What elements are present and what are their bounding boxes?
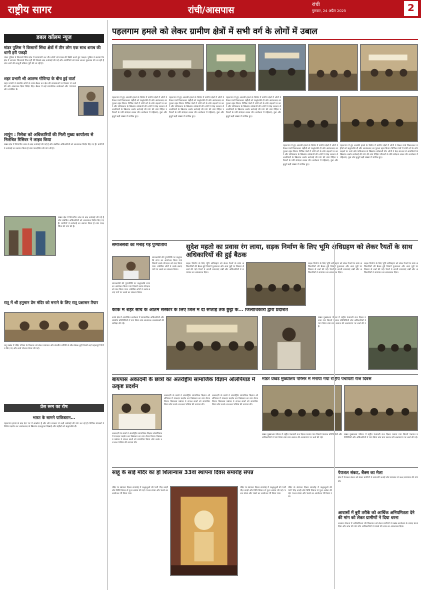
mid-story-4-body-2: अकादमी के छात्रों ने अंतर्राष्ट्रीय सामाजिक विज्ञान ओलंपियाड में शानदार प्रदर्शन कर विद्यालय का नाम रोशन किया। विद्यालय प्रबंधन ने सफल छात्रों को सम्मानित किया और उनके उज्ज्वल भविष्य की कामना की। (212, 394, 258, 407)
banner-photo-4 (308, 44, 358, 91)
headline: मांडर पुलिस ने किसानों सिंधा क्षेत्रों में तीन लोग एक साथ शराब की धानी हरी पकड़ी (4, 45, 101, 55)
left-photo-3 (4, 312, 104, 342)
right-story-1 (262, 377, 418, 383)
mid-story-2-body-3: सड़क निर्माण के लिए भूमि अधिग्रहण को लेकर रैयतों के साथ अधिकारियों की बैठक हुई जिसमें मुआवजा और अन्य मुद्दों पर विस्तार से चर्चा की गई। रैयतों ने अपनी समस्याएं रखीं और अधिकारियों ने समाधान का आश्वासन दिया। (364, 262, 418, 275)
banner-photo-2 (206, 44, 256, 91)
right-story-1-body-a: प्रखंड मुख्यालय परिसर में राष्ट्रीय पंचायती राज दिवस मनाया गया जिसमें पंचायत प्रतिनिधियों और अधिकारियों ने भाग लिया तथा ग्राम स्वराज की अवधारणा पर चर्चा की गई। (318, 316, 366, 329)
headline: आवासों में बुरी तरीके को आर्थिक अनियमितता देने की मांग को लेकर ग्रामीणों ने दिया धरना (338, 510, 415, 521)
mid-story-4 (112, 377, 258, 391)
left-story-3 (4, 132, 104, 207)
article-body: शहर प्रभारी ने स्थानीय लोगों के साथ बैठक कर क्षेत्र की समस्याओं पर विस्तार से चर्चा की और आवश्यक दिशा निर्देश दिए। बैठक में कई सामाजिक कार्यकर्ता और गणमान्य लोग उपस्थित थे। (4, 82, 76, 92)
banner-photo-7 (283, 96, 338, 142)
section-rule-2 (112, 374, 418, 375)
banner-body-col-4: पहलगाम में हुए आतंकी हमले के विरोध में ग्रामीण क्षेत्रों में लोगों ने कैंडल मार्च निकालकर शहीदों को श्रद्धांजलि दी और आतंकवाद का पुतला दहन किया। विभिन्न गांवों में सभी वर्ग के लोग सड़कों पर उतरे और पाकिस्तान के खिलाफ नारेबाजी की। लोगों ने केंद्र सरकार से आतंकियों के खिलाफ कठोर कार्रवाई की मांग की तथा पीड़ित परिवारों के प्रति संवेदना व्यक्त की। कार्यक्रम में महिलाएं, युवा और बुजुर्ग बड़ी संख्या में शामिल हुए। (283, 144, 338, 166)
banner-photo-3 (258, 44, 306, 91)
mid-photo-1 (112, 256, 150, 280)
headline: बायपास अकादमी के छात्रों का अंतर्राष्ट्रीय सामाजिक विज्ञान ओलंपियाड में उत्कृष्ट प्रदर्शन (112, 377, 256, 390)
mid-story-5-body-1: मंदिर के स्थापना दिवस समारोह में श्रद्धालुओं की भारी भीड़ उमड़ी और विधि विधान से पूजा अर्चना की गई। भजन संध्या और भंडारे का आयोजन भी किया गया। (112, 486, 168, 496)
mid-story-1 (112, 243, 182, 249)
masthead-date: गुरुवार, 24 अप्रैल 2025 (312, 9, 347, 13)
mid-story-1-body: समाजसेवी की पुण्यतिथि पर श्रद्धांजलि सभा का आयोजन किया गया जिसमें उनके योगदान को याद किया गया। उपस्थित लोगों ने उनके बताए मार्ग पर चलने का संकल्प लिया। (152, 256, 182, 272)
headline: मांडर प्रखंड मुख्यालय परिसर में मनाया गया राष्ट्रीय पंचायती राज दिवस (262, 377, 372, 382)
left-photo-2-text: प्रखंड क्षेत्र में विभागीय जांच के बाद कार्रवाई की गई है और संबंधित अधिकारियों को आवश्यक निर्देश दिए गए हैं। ग्रामीणों ने कार्रवाई का स्वागत किया है तथा पारदर्शिता की मांग की है। (58, 216, 104, 229)
right-photo-2 (368, 316, 418, 370)
right-story-1-body-b: प्रखंड मुख्यालय परिसर में राष्ट्रीय पंचायती राज दिवस मनाया गया जिसमें पंचायत प्रतिनिधियों और अधिकारियों ने भाग लिया तथा ग्राम स्वराज की अवधारणा पर चर्चा की गई। (262, 433, 342, 440)
kanke-headline: कांके में शहर सांचे के अंतिम संस्कार के लिए जिले में दो सप्ताह तक छुट्टी के... जिलाधिकारी द्वारा प्रदर्शित (112, 308, 288, 313)
left-story-5 (4, 415, 104, 592)
headline: सुदेश महतो का प्रवास रंग लाया, सड़क निर्माण के लिए भूमि अधिग्रहण को लेकर रैयतों के साथ अधिकारियों की हुई बैठक (186, 243, 413, 259)
masthead (0, 0, 421, 18)
column-divider (107, 20, 108, 590)
article-body: मांडर पुलिस ने किसानों सिंधा क्षेत्र में छापामारी कर तीन लोगों को शराब की बिक्री करते हुए पकड़ा। पुलिस ने बताया कि क्षेत्र में लगातार शिकायतें मिल रही थीं जिसके बाद कार्रवाई की गई और आरोपियों को थाना लाकर पूछताछ की जा रही है तथा आगे की कानूनी प्रक्रिया पूरी की जा रही है। (4, 56, 104, 66)
left-story-4-body: रातू प्रखंड में मंदिर परिसर के विकास को लेकर प्रशासन और स्थानीय समिति के बीच बैठक हुई जिसमें कई महत्वपूर्ण निर्णय लिए गए और कार्य योजना तैयार की गई। (4, 344, 104, 351)
mid-photo-2 (246, 262, 306, 306)
newspaper-logo: राष्ट्रीय सागर (8, 5, 52, 16)
kanke-body: कांके क्षेत्र में आयोजित कार्यक्रम में प्रशासनिक अधिकारियों और स्थानीय प्रतिनिधियों ने भाग लिया तथा आवश्यक व्यवस्थाओं की समीक्षा की गई। (112, 316, 164, 326)
section-title: रांची/आसपास (188, 6, 235, 16)
mid-story-1-body-2: समाजसेवी की पुण्यतिथि पर श्रद्धांजलि सभा का आयोजन किया गया जिसमें उनके योगदान को याद किया गया। उपस्थित लोगों ने उनके बताए मार्ग पर चलने का संकल्प लिया। (112, 282, 150, 295)
section-rule-3 (112, 467, 418, 468)
right-photo-3 (262, 385, 342, 431)
left-story-4 (4, 300, 104, 305)
banner-headline: पहलगाम हमले को लेकर ग्रामीण क्षेत्रों में सभी वर्ग के लोगों में उबाल (112, 26, 318, 36)
headline: साहू के साई मंदिर का हो शिलान्यास 33वां स्थापना दिवस समारोह संपन्न (112, 470, 254, 476)
headline: लापुंग : रिसेवा को अधिकारियों की मिली मुख्य कार्यालय से निलंबित रिसिवर ने लाइव किया (4, 132, 94, 143)
article-body: पहलगाम हमले के बाद देश भर में आक्रोश है और लोग सरकार से कड़ी कार्रवाई की मांग कर रहे हैं। विभिन्न संगठनों ने विरोध प्रदर्शन कर आतंकवाद के खिलाफ एकजुटता दिखाई और शहीदों को श्रद्धांजलि दी। (4, 422, 104, 429)
press-room-bar: प्रेस रूम का रोष (4, 404, 104, 412)
banner-rule (112, 39, 418, 40)
left-photo-2 (4, 216, 56, 256)
mid-story-4-body-1: अकादमी के छात्रों ने अंतर्राष्ट्रीय सामाजिक विज्ञान ओलंपियाड में शानदार प्रदर्शन कर विद्यालय का नाम रोशन किया। विद्यालय प्रबंधन ने सफल छात्रों को सम्मानित किया और उनके उज्ज्वल भविष्य की कामना की। (164, 394, 210, 407)
headline: समाजसेवी का मनाई गई पुण्यतिथि (112, 243, 167, 248)
article-body: प्रखंड क्षेत्र में विभागीय जांच के बाद कार्रवाई की गई है और संबंधित अधिकारियों को आवश्यक निर्देश दिए गए हैं। ग्रामीणों ने कार्रवाई का स्वागत किया है तथा पारदर्शिता की मांग की है। (4, 143, 104, 150)
banner-photo-5 (360, 44, 418, 91)
mid-story-2-body-2: सड़क निर्माण के लिए भूमि अधिग्रहण को लेकर रैयतों के साथ अधिकारियों की बैठक हुई जिसमें मुआवजा और अन्य मुद्दों पर विस्तार से चर्चा की गई। रैयतों ने अपनी समस्याएं रखीं और अधिकारियों ने समाधान का आश्वासन दिया। (308, 262, 362, 275)
left-photo-1 (78, 86, 104, 116)
banner-photo-1 (112, 44, 204, 91)
mid-story-5 (112, 470, 332, 477)
headline: भारत के सामने पाकिस्तान... (32, 415, 76, 420)
banner-body-col-3: पहलगाम में हुए आतंकी हमले के विरोध में ग्रामीण क्षेत्रों में लोगों ने कैंडल मार्च निकालकर शहीदों को श्रद्धांजलि दी और आतंकवाद का पुतला दहन किया। विभिन्न गांवों में सभी वर्ग के लोग सड़कों पर उतरे और पाकिस्तान के खिलाफ नारेबाजी की। लोगों ने केंद्र सरकार से आतंकियों के खिलाफ कठोर कार्रवाई की मांग की तथा पीड़ित परिवारों के प्रति संवेदना व्यक्त की। कार्यक्रम में महिलाएं, युवा और बुजुर्ग बड़ी संख्या में शामिल हुए। (226, 96, 281, 118)
masthead-city: रांची (312, 2, 320, 8)
headline: रातू में श्री हनुमान प्रेम मंदिर को मनाने के लिए रातू प्रशासन तैयार (4, 300, 98, 305)
article-body: आवास योजना में अनियमितता की शिकायत को लेकर ग्रामीणों ने प्रखंड कार्यालय के समक्ष धरना दिया और जांच की मांग की। अधिकारियों ने मामले की जांच का आश्वासन दिया। (338, 521, 418, 528)
temple-photo (170, 486, 238, 576)
section-rule (112, 240, 418, 241)
right-story-3 (338, 510, 418, 576)
right-photo-1 (262, 316, 316, 370)
mid-story-2-body-1: सड़क निर्माण के लिए भूमि अधिग्रहण को लेकर रैयतों के साथ अधिकारियों की बैठक हुई जिसमें मुआवजा और अन्य मुद्दों पर विस्तार से चर्चा की गई। रैयतों ने अपनी समस्याएं रखीं और अधिकारियों ने समाधान का आश्वासन दिया। (186, 262, 244, 275)
headline: शहर प्रभारी श्री आलम्ब गोविन्दा के बीच हुई वार्ता (4, 76, 76, 81)
banner-body-col-1: पहलगाम में हुए आतंकी हमले के विरोध में ग्रामीण क्षेत्रों में लोगों ने कैंडल मार्च निकालकर शहीदों को श्रद्धांजलि दी और आतंकवाद का पुतला दहन किया। विभिन्न गांवों में सभी वर्ग के लोग सड़कों पर उतरे और पाकिस्तान के खिलाफ नारेबाजी की। लोगों ने केंद्र सरकार से आतंकियों के खिलाफ कठोर कार्रवाई की मांग की तथा पीड़ित परिवारों के प्रति संवेदना व्यक्त की। कार्यक्रम में महिलाएं, युवा और बुजुर्ग बड़ी संख्या में शामिल हुए। (112, 96, 167, 118)
double-column-news-bar: डबल कॉलम न्यूज (4, 34, 104, 43)
kanke-photo (166, 316, 258, 370)
mid-story-5-body-2: मंदिर के स्थापना दिवस समारोह में श्रद्धालुओं की भारी भीड़ उमड़ी और विधि विधान से पूजा अर्चना की गई। भजन संध्या और भंडारे का आयोजन भी किया गया। (240, 486, 286, 496)
headline: पेयजल संकट, बैंक्स का मेला (338, 470, 383, 475)
mid-story-2 (186, 243, 418, 259)
right-photo-4 (344, 385, 418, 431)
right-story-1-body-c: प्रखंड मुख्यालय परिसर में राष्ट्रीय पंचायती राज दिवस मनाया गया जिसमें पंचायत प्रतिनिधियों और अधिकारियों ने भाग लिया तथा ग्राम स्वराज की अवधारणा पर चर्चा की गई। (344, 433, 418, 440)
column-divider-2 (334, 242, 335, 589)
left-story-1 (4, 45, 104, 68)
academy-photo (112, 394, 162, 430)
banner-photo-8 (340, 96, 418, 142)
article-body: क्षेत्र में पेयजल संकट को लेकर ग्रामीणों ने नाराजगी जताई और प्रशासन से जल्द समाधान की मांग की। (338, 476, 418, 483)
page-number: 2 (404, 1, 418, 16)
mid-story-4-body-3: अकादमी के छात्रों ने अंतर्राष्ट्रीय सामाजिक विज्ञान ओलंपियाड में शानदार प्रदर्शन कर विद्यालय का नाम रोशन किया। विद्यालय प्रबंधन ने सफल छात्रों को सम्मानित किया और उनके उज्ज्वल भविष्य की कामना की। (112, 432, 162, 445)
mid-story-5-body-3: मंदिर के स्थापना दिवस समारोह में श्रद्धालुओं की भारी भीड़ उमड़ी और विधि विधान से पूजा अर्चना की गई। भजन संध्या और भंडारे का आयोजन भी किया गया। (288, 486, 332, 499)
banner-body-col-5: पहलगाम में हुए आतंकी हमले के विरोध में ग्रामीण क्षेत्रों में लोगों ने कैंडल मार्च निकालकर शहीदों को श्रद्धांजलि दी और आतंकवाद का पुतला दहन किया। विभिन्न गांवों में सभी वर्ग के लोग सड़कों पर उतरे और पाकिस्तान के खिलाफ नारेबाजी की। लोगों ने केंद्र सरकार से आतंकियों के खिलाफ कठोर कार्रवाई की मांग की तथा पीड़ित परिवारों के प्रति संवेदना व्यक्त की। कार्यक्रम में महिलाएं, युवा और बुजुर्ग बड़ी संख्या में शामिल हुए। (340, 144, 418, 160)
banner-body-col-2: पहलगाम में हुए आतंकी हमले के विरोध में ग्रामीण क्षेत्रों में लोगों ने कैंडल मार्च निकालकर शहीदों को श्रद्धांजलि दी और आतंकवाद का पुतला दहन किया। विभिन्न गांवों में सभी वर्ग के लोग सड़कों पर उतरे और पाकिस्तान के खिलाफ नारेबाजी की। लोगों ने केंद्र सरकार से आतंकियों के खिलाफ कठोर कार्रवाई की मांग की तथा पीड़ित परिवारों के प्रति संवेदना व्यक्त की। कार्यक्रम में महिलाएं, युवा और बुजुर्ग बड़ी संख्या में शामिल हुए। (169, 96, 224, 118)
right-story-2 (338, 470, 418, 506)
